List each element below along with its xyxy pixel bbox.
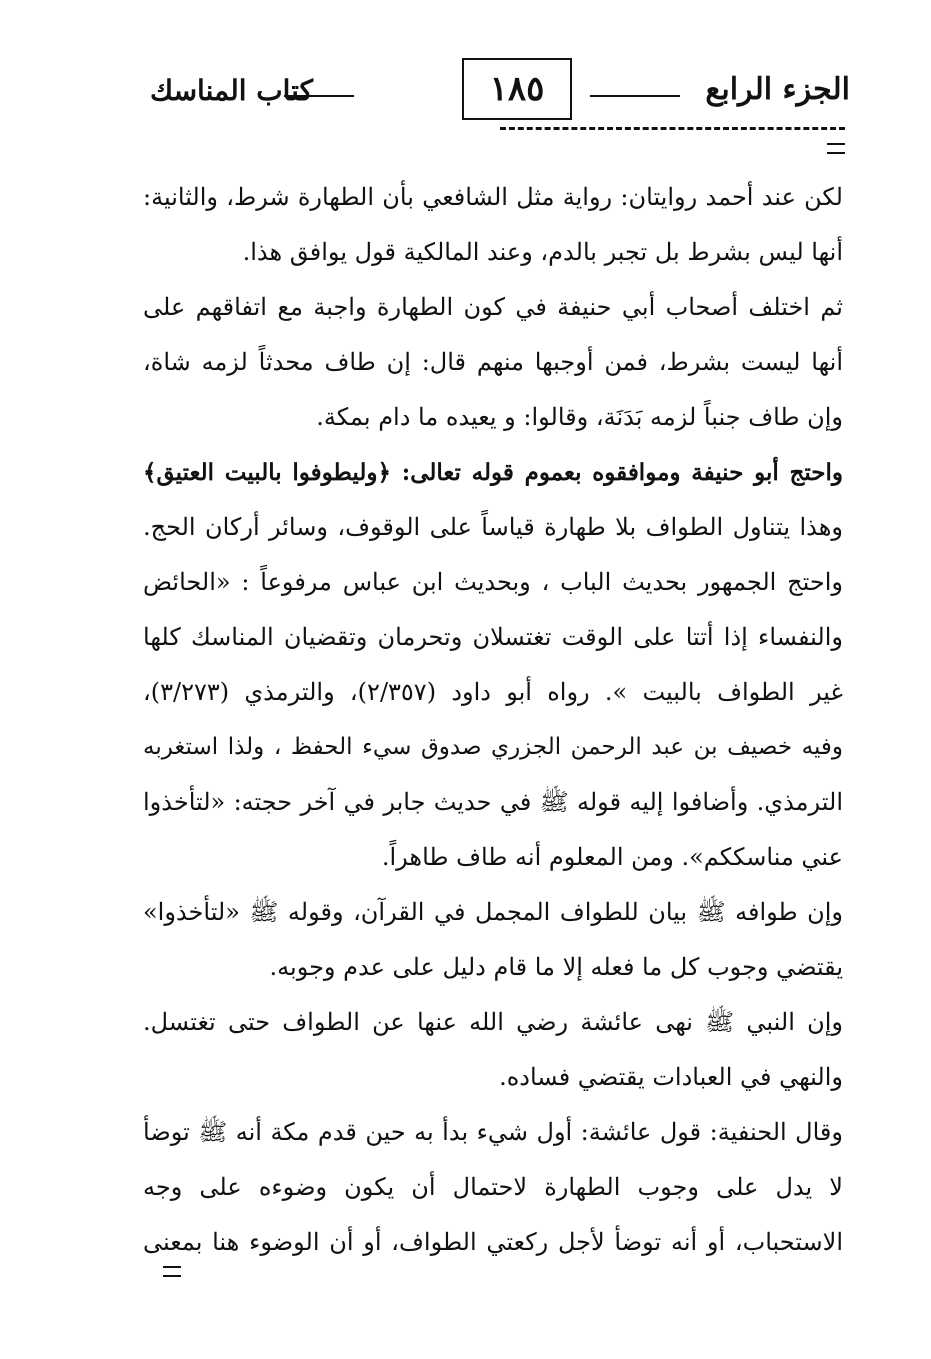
text-line: وإن طاف جنباً لزمه بَدَنَة، وقالوا: و يعيده ما دام بمكة.: [316, 403, 843, 431]
quran-verse-line: واحتج أبو حنيفة وموافقوه بعموم قوله تعالى: ﴿وليطوفوا بالبيت العتيق﴾: [143, 459, 843, 486]
page-header: [150, 58, 850, 128]
page-number: ١٨٥: [462, 58, 572, 120]
text-line: وإن النبي ﷺ نهى عائشة رضي الله عنها عن الطواف حتى تغتسل.: [143, 1008, 843, 1036]
book-title: كتاب المناسك: [150, 74, 313, 107]
text-line: أنها ليس بشرط بل تجبر بالدم، وعند المالكية قول يوافق هذا.: [242, 238, 843, 266]
header-dashed-divider: [500, 127, 845, 130]
text-line: وإن طوافه ﷺ بيان للطواف المجمل في القرآن، وقوله ﷺ «لتأخذوا»: [143, 898, 843, 926]
text-line: وهذا يتناول الطواف بلا طهارة قياساً على الوقوف، وسائر أركان الحج.: [143, 513, 843, 541]
text-line: وقال الحنفية: قول عائشة: أول شيء بدأ به حين قدم مكة أنه ﷺ توضأ: [143, 1118, 843, 1146]
text-line: ثم اختلف أصحاب أبي حنيفة في كون الطهارة واجبة مع اتفاقهم على: [143, 293, 843, 321]
text-line: الاستحباب، أو أنه توضأ لأجل ركعتي الطواف، أو أن الوضوء هنا بمعنى: [143, 1228, 843, 1256]
page-body: [143, 170, 843, 1270]
text-line: لكن عند أحمد روايتان: رواية مثل الشافعي بأن الطهارة شرط، والثانية:: [143, 183, 843, 211]
text-line: واحتج الجمهور بحديث الباب ، وبحديث ابن عباس مرفوعاً : «الحائض: [143, 568, 843, 596]
continuation-mark-top: [827, 143, 845, 154]
text-line: يقتضي وجوب كل ما فعله إلا ما قام دليل على عدم وجوبه.: [269, 953, 843, 981]
volume-label: الجزء الرابع: [705, 72, 850, 107]
text-line: وفيه خصيف بن عبد الرحمن الجزري صدوق سيء الحفظ ، ولذا استغربه: [143, 734, 843, 760]
text-line: لا يدل على وجوب الطهارة لاحتمال أن يكون وضوءه على وجه: [143, 1173, 843, 1201]
text-line: الترمذي. وأضافوا إليه قوله ﷺ في حديث جابر في آخر حجته: «لتأخذوا: [143, 788, 843, 816]
text-line: والنهي في العبادات يقتضي فساده.: [499, 1063, 843, 1091]
text-line: عني مناسككم». ومن المعلوم أنه طاف طاهراً.: [381, 843, 843, 871]
header-rule-right: [590, 95, 680, 97]
text-line: والنفساء إذا أتتا على الوقت تغتسلان وتحرمان وتقضيان المناسك كلها: [143, 623, 843, 651]
continuation-mark-bottom: [163, 1266, 181, 1277]
text-line: غير الطواف بالبيت ». رواه أبو داود (٢/٣٥٧)، والترمذي (٣/٢٧٣)،: [143, 678, 843, 706]
text-line: أنها ليست بشرط، فمن أوجبها منهم قال: إن طاف محدثاً لزمه شاة،: [143, 348, 843, 376]
